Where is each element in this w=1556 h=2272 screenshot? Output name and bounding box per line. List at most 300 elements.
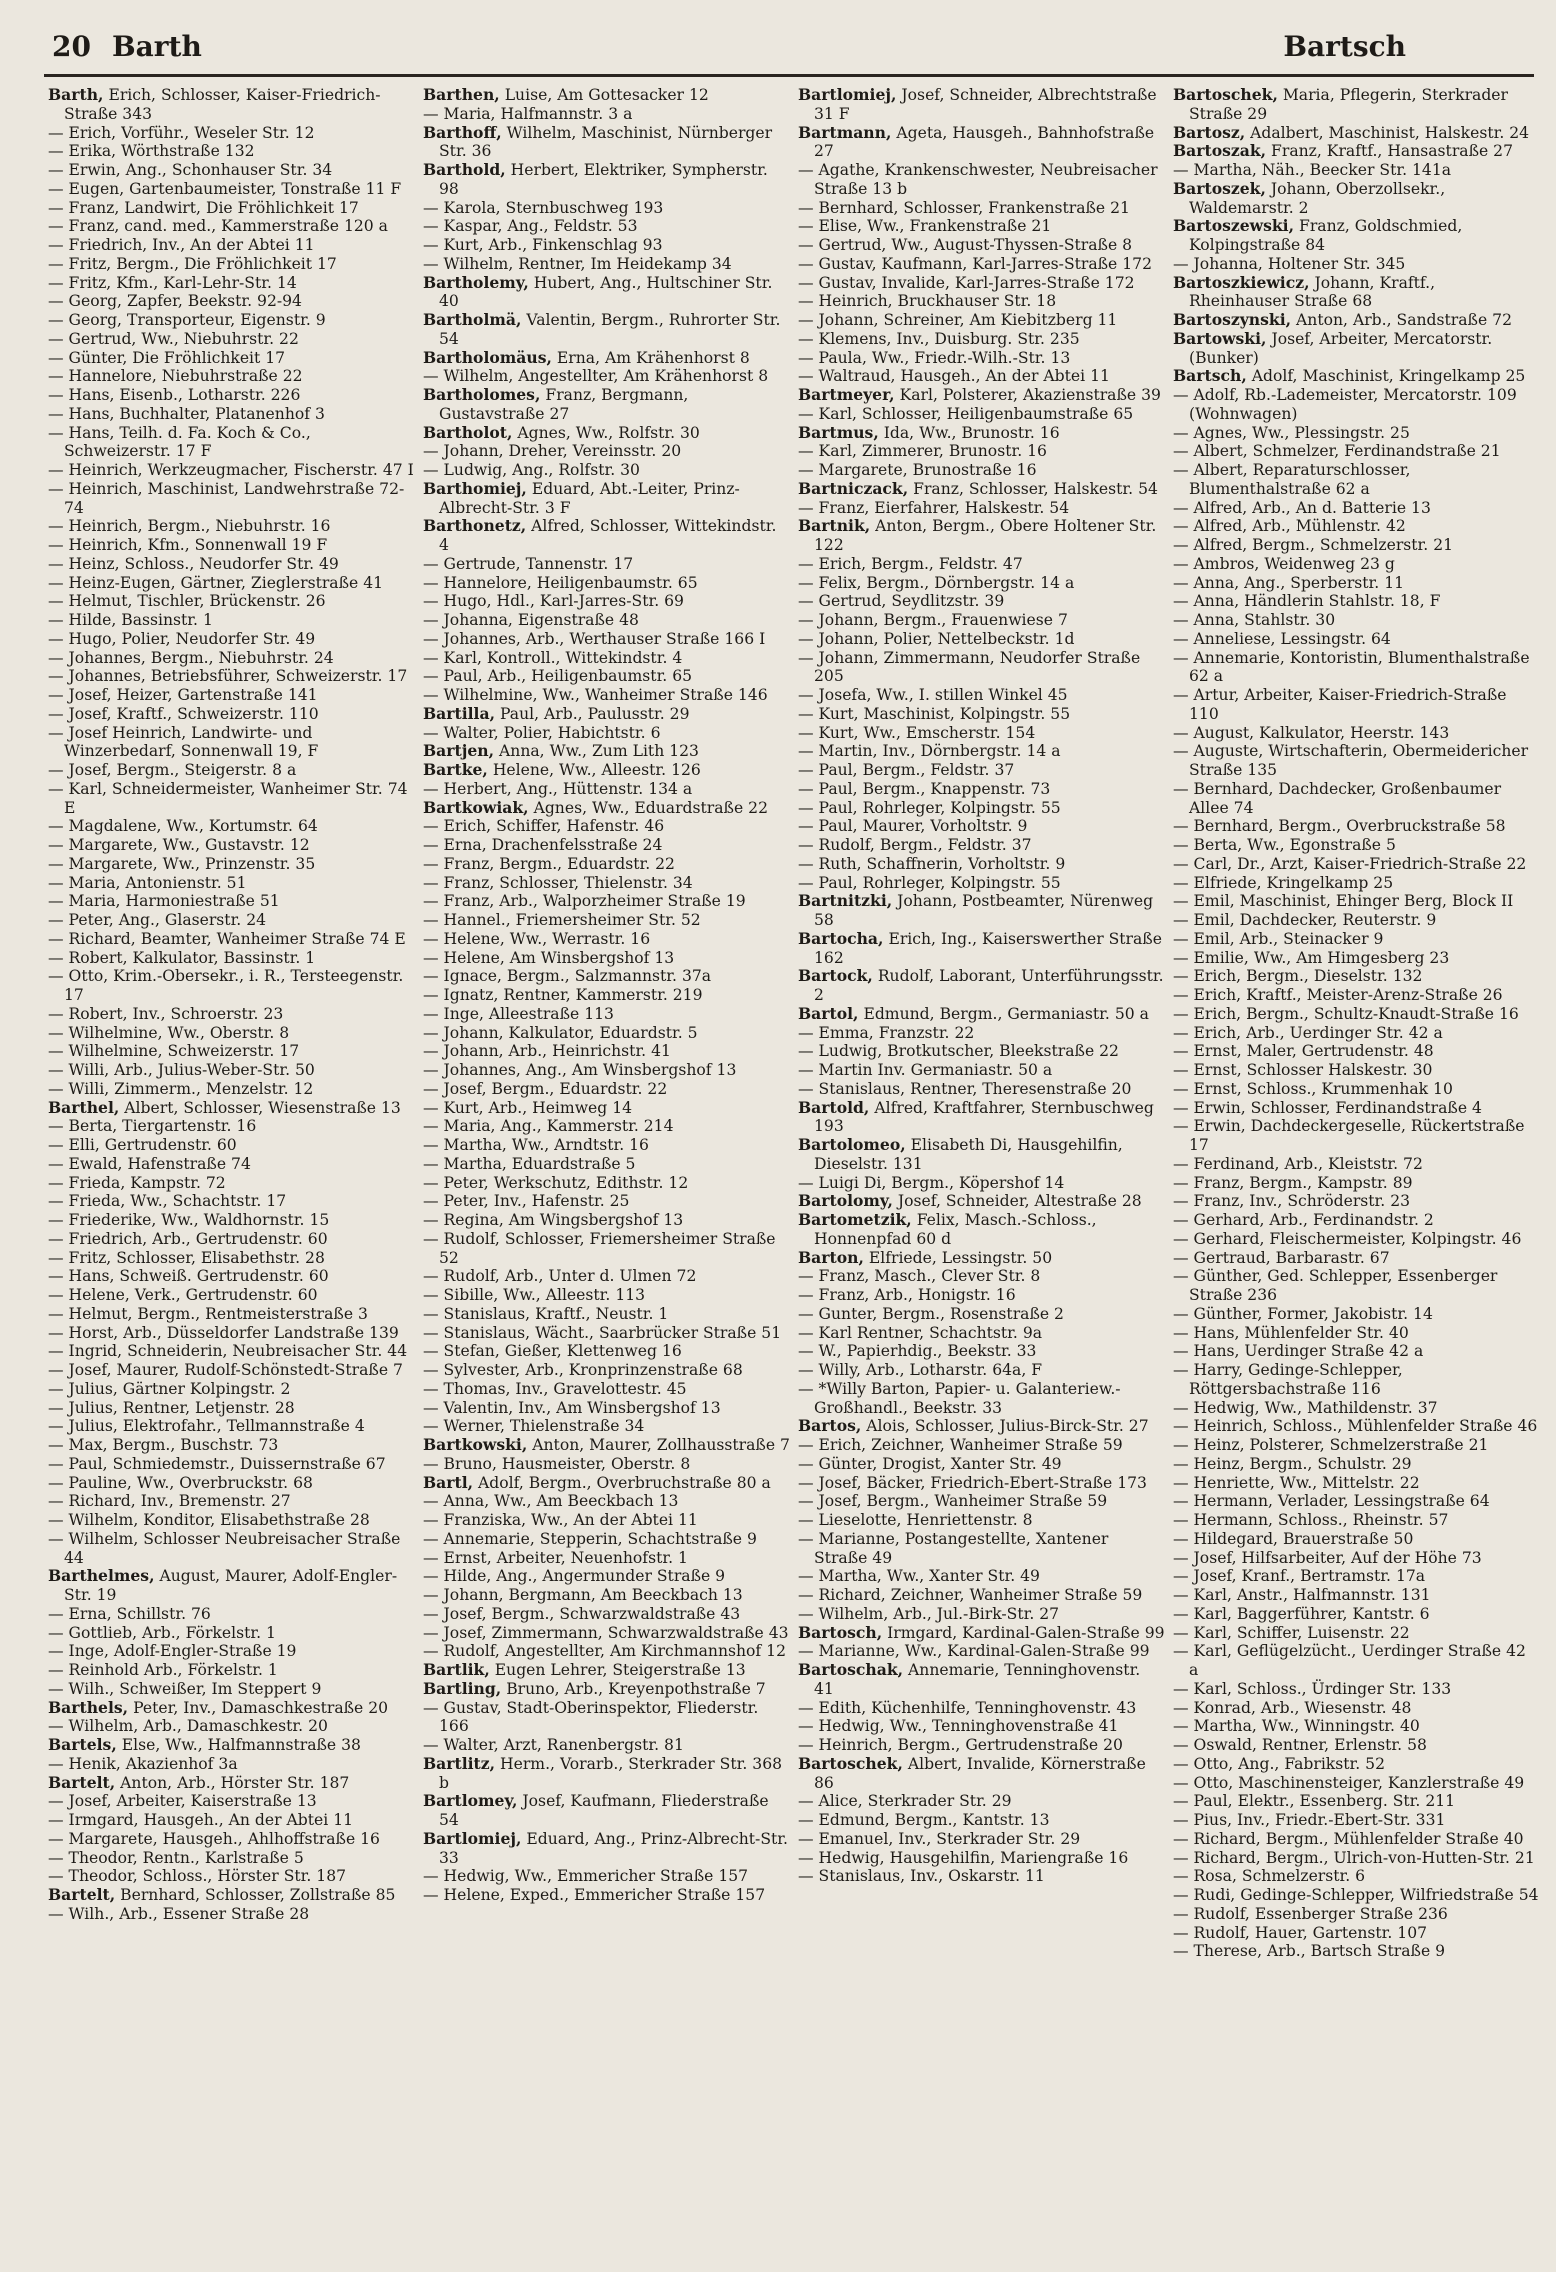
directory-entry — [798, 442, 1165, 461]
directory-entry — [423, 1867, 790, 1886]
directory-entry — [1173, 1174, 1540, 1193]
directory-entry — [423, 817, 790, 836]
directory-entry — [48, 1699, 415, 1718]
directory-entry — [1173, 742, 1540, 780]
directory-entry — [423, 574, 790, 593]
entry-surname: Barthel, — [48, 1097, 120, 1117]
entry-text: — Ernst, Maler, Gertrudenstr. 48 — [1173, 1042, 1434, 1061]
entry-text: — Anneliese, Lessingstr. 64 — [1173, 629, 1391, 648]
directory-entry — [48, 1755, 415, 1774]
entry-text: — Agathe, Krankenschwester, Neubreisacher Straße 13 b — [798, 161, 1158, 198]
entry-surname: Bartholomes, — [423, 385, 541, 404]
entry-text: Anton, Arb., Hörster Str. 187 — [120, 1773, 350, 1792]
entry-surname: Bartoszewski, — [1173, 216, 1295, 236]
directory-entry — [423, 1492, 790, 1511]
entry-text: — Emilie, Ww., Am Himgesberg 23 — [1173, 948, 1450, 967]
entry-text: — Paula, Ww., Friedr.-Wilh.-Str. 13 — [798, 348, 1071, 367]
entry-text: — Wilhelm, Schlosser Neubreisacher Straße 44 — [48, 1529, 401, 1567]
entry-text: — Gottlieb, Arb., Förkelstr. 1 — [48, 1623, 276, 1642]
entry-text: — Erika, Wörthstraße 132 — [48, 142, 255, 161]
directory-entry — [798, 1830, 1165, 1849]
entry-text: Adalbert, Maschinist, Halskestr. 24 — [1250, 123, 1530, 142]
directory-entry — [423, 199, 790, 218]
directory-entry — [798, 1342, 1165, 1361]
directory-columns — [44, 86, 1544, 2266]
entry-surname: Bartol, — [798, 1003, 859, 1023]
entry-text: — Pius, Inv., Friedr.-Ebert-Str. 331 — [1173, 1811, 1446, 1829]
directory-entry — [48, 386, 415, 405]
entry-text: — Ernst, Schlosser Halskestr. 30 — [1173, 1061, 1433, 1079]
directory-entry — [48, 930, 415, 949]
directory-entry — [1173, 855, 1540, 874]
directory-entry — [1173, 1755, 1540, 1774]
directory-entry — [1173, 611, 1540, 630]
entry-text: Peter, Inv., Damaschkestraße 20 — [133, 1698, 389, 1717]
directory-entry — [1173, 499, 1540, 518]
entry-text: — Margarete, Hausgeh., Ahlhoffstraße 16 — [48, 1829, 380, 1848]
entry-text: — Wilhelmine, Schweizerstr. 17 — [48, 1042, 300, 1061]
entry-text: — Peter, Ang., Glaserstr. 24 — [48, 911, 267, 929]
entry-text: — Josef, Bäcker, Friedrich-Ebert-Straße 173 — [798, 1473, 1147, 1492]
entry-text: Josef, Schneider, Albrechtstraße 31 F — [814, 86, 1157, 123]
entry-text: — *Willy Barton, Papier- u. Galanteriew.-Großhandl., Beekstr. 33 — [798, 1379, 1121, 1417]
entry-text: — Albert, Reparaturschlosser, Blumenthalstraße 62 a — [1173, 461, 1411, 498]
entry-text: — Max, Bergm., Buschstr. 73 — [48, 1436, 279, 1454]
entry-text: — Georg, Transporteur, Eigenstr. 9 — [48, 311, 326, 329]
directory-entry — [423, 1680, 790, 1699]
entry-surname: Bartling, — [423, 1678, 502, 1698]
entry-text: — Marianne, Ww., Kardinal-Galen-Straße 99 — [798, 1642, 1150, 1661]
directory-entry — [1173, 1774, 1540, 1793]
entry-text: — Elli, Gertrudenstr. 60 — [48, 1136, 237, 1154]
directory-entry — [798, 574, 1165, 593]
entry-text: Alois, Schlosser, Julius-Birck-Str. 27 — [866, 1417, 1149, 1436]
directory-entry — [423, 1117, 790, 1136]
directory-entry — [423, 986, 790, 1005]
directory-entry — [1173, 1342, 1540, 1361]
entry-text: — Annemarie, Stepperin, Schachtstraße 9 — [423, 1529, 757, 1548]
entry-text: Johann, Oberzollsekr., Waldemarstr. 2 — [1189, 179, 1446, 217]
directory-entry — [48, 724, 415, 762]
entry-text: — Stefan, Gießer, Klettenweg 16 — [423, 1342, 682, 1361]
entry-text: — Friederike, Ww., Waldhornstr. 15 — [48, 1211, 330, 1229]
entry-text: — Josef Heinrich, Landwirte- und Winzerbedarf, Sonnenwall 19, F — [48, 723, 319, 761]
directory-entry — [423, 105, 790, 124]
directory-entry — [423, 349, 790, 368]
directory-entry — [798, 1286, 1165, 1305]
entry-text: — Pauline, Ww., Overbruckstr. 68 — [48, 1473, 313, 1492]
directory-entry — [798, 1267, 1165, 1286]
directory-entry — [423, 1174, 790, 1193]
directory-entry — [48, 1080, 415, 1099]
entry-text: — Helmut, Bergm., Rentmeisterstraße 3 — [48, 1304, 368, 1323]
directory-entry — [1173, 1249, 1540, 1268]
directory-entry — [48, 1024, 415, 1043]
directory-entry — [48, 611, 415, 630]
entry-text: — Oswald, Rentner, Erlenstr. 58 — [1173, 1736, 1427, 1754]
entry-surname: Bartmann, — [798, 122, 892, 142]
entry-text: — Waltraud, Hausgeh., An der Abtei 11 — [798, 367, 1110, 386]
directory-entry — [423, 517, 790, 555]
entry-text: — Artur, Arbeiter, Kaiser-Friedrich-Straße 110 — [1173, 686, 1507, 723]
entry-surname: Bartholmä, — [423, 310, 522, 329]
entry-text: — Berta, Tiergartenstr. 16 — [48, 1117, 257, 1136]
directory-entry — [1173, 1605, 1540, 1624]
directory-entry — [48, 1642, 415, 1661]
directory-entry — [48, 649, 415, 668]
directory-entry — [48, 199, 415, 218]
entry-text: Agnes, Ww., Eduardstraße 22 — [533, 798, 768, 817]
directory-entry — [1173, 1230, 1540, 1249]
entry-text: Edmund, Bergm., Germaniastr. 50 a — [863, 1004, 1149, 1023]
entry-text: — W., Papierhdig., Beekstr. 33 — [798, 1342, 1037, 1361]
entry-text: — Josef, Kraftf., Schweizerstr. 110 — [48, 704, 319, 723]
entry-text: — Elise, Ww., Frankenstraße 21 — [798, 217, 1052, 236]
entry-text: — Josef, Bergm., Schwarzwaldstraße 43 — [423, 1604, 741, 1623]
directory-entry — [1173, 161, 1540, 180]
directory-entry — [1173, 1867, 1540, 1886]
directory-entry — [798, 517, 1165, 555]
entry-surname: Barthels, — [48, 1697, 129, 1717]
entry-text: — Willi, Arb., Julius-Weber-Str. 50 — [48, 1061, 315, 1079]
entry-surname: Bartniczack, — [798, 478, 909, 498]
directory-entry — [1173, 86, 1540, 124]
directory-entry — [798, 1699, 1165, 1718]
directory-entry — [798, 892, 1165, 930]
directory-entry — [48, 124, 415, 143]
directory-entry — [48, 461, 415, 480]
directory-entry — [798, 1867, 1165, 1886]
entry-text: — Emil, Dachdecker, Reuterstr. 9 — [1173, 911, 1437, 929]
directory-entry — [48, 1286, 415, 1305]
directory-entry — [423, 724, 790, 743]
entry-surname: Bartkowski, — [423, 1435, 528, 1454]
entry-text: — Josef, Zimmermann, Schwarzwaldstraße 43 — [423, 1623, 789, 1642]
directory-entry — [423, 1417, 790, 1436]
directory-entry — [1173, 1717, 1540, 1736]
directory-entry — [423, 1099, 790, 1118]
directory-entry — [798, 761, 1165, 780]
entry-text: Hubert, Ang., Hultschiner Str. 40 — [439, 273, 773, 311]
directory-entry — [1173, 1155, 1540, 1174]
entry-text: — Karl, Kontroll., Wittekindstr. 4 — [423, 648, 683, 667]
entry-text: — Johann, Dreher, Vereinsstr. 20 — [423, 442, 682, 461]
directory-entry — [48, 1417, 415, 1436]
entry-text: — Helmut, Tischler, Brückenstr. 26 — [48, 592, 326, 611]
entry-text: — Kaspar, Ang., Feldstr. 53 — [423, 217, 638, 236]
entry-text: — Maria, Harmoniestraße 51 — [48, 892, 280, 911]
directory-entry — [423, 1530, 790, 1549]
entry-text: Anton, Bergm., Obere Holtener Str. 122 — [814, 517, 1157, 554]
directory-entry — [1173, 1192, 1540, 1211]
directory-entry — [798, 1436, 1165, 1455]
entry-text: — Henik, Akazienhof 3a — [48, 1754, 238, 1773]
entry-text: — Heinrich, Bruckhauser Str. 18 — [798, 292, 1057, 311]
entry-text: — Ambros, Weidenweg 23 g — [1173, 554, 1395, 573]
directory-entry — [1173, 424, 1540, 443]
directory-entry — [48, 1155, 415, 1174]
entry-text: — Elfriede, Kringelkamp 25 — [1173, 873, 1394, 892]
entry-text: Maria, Pflegerin, Sterkrader Straße 29 — [1189, 86, 1508, 123]
entry-text: — Rudolf, Hauer, Gartenstr. 107 — [1173, 1923, 1428, 1942]
directory-entry — [1173, 1924, 1540, 1943]
entry-text: — Robert, Inv., Schroerstr. 23 — [48, 1004, 284, 1023]
entry-surname: Barthold, — [423, 160, 506, 179]
directory-entry — [423, 124, 790, 162]
entry-text: — Gertrud, Seydlitzstr. 39 — [798, 592, 1005, 611]
directory-entry — [1173, 1567, 1540, 1586]
directory-entry — [48, 1436, 415, 1455]
directory-entry — [423, 255, 790, 274]
entry-text: — Erich, Schiffer, Hafenstr. 46 — [423, 817, 665, 836]
entry-text: — Paul, Schmiedemstr., Duissernstraße 67 — [48, 1454, 386, 1473]
entry-text: — Franziska, Ww., An der Abtei 11 — [423, 1511, 698, 1529]
entry-text: — Paul, Bergm., Feldstr. 37 — [798, 761, 1015, 779]
directory-entry — [798, 592, 1165, 611]
directory-entry — [798, 967, 1165, 1005]
entry-text: — Johannes, Ang., Am Winsbergshof 13 — [423, 1061, 737, 1079]
directory-entry — [423, 442, 790, 461]
directory-entry — [798, 1061, 1165, 1080]
entry-text: Annemarie, Tenninghovenstr. 41 — [814, 1661, 1141, 1698]
entry-text: — Eugen, Gartenbaumeister, Tonstraße 11 F — [48, 179, 402, 198]
directory-entry — [423, 836, 790, 855]
entry-text: — Erna, Drachenfelsstraße 24 — [423, 836, 663, 854]
directory-entry — [1173, 1455, 1540, 1474]
entry-text: — Peter, Inv., Hafenstr. 25 — [423, 1192, 630, 1211]
directory-entry — [423, 161, 790, 199]
entry-text: Franz, Kraftf., Hansastraße 27 — [1271, 142, 1514, 161]
entry-text: Josef, Kaufmann, Fliederstraße 54 — [439, 1792, 769, 1829]
entry-text: — Otto, Krim.-Obersekr., i. R., Tersteegenstr. 17 — [48, 967, 404, 1004]
entry-text: — Inge, Adolf-Engler-Straße 19 — [48, 1642, 297, 1661]
entry-text: Agnes, Ww., Rolfstr. 30 — [517, 423, 700, 442]
directory-entry — [423, 855, 790, 874]
entry-text: — Hermann, Verlader, Lessingstraße 64 — [1173, 1492, 1490, 1511]
directory-entry — [798, 1511, 1165, 1530]
entry-text: — Karl, Baggerführer, Kantstr. 6 — [1173, 1604, 1430, 1623]
entry-text: — Johann, Kalkulator, Eduardstr. 5 — [423, 1023, 698, 1042]
entry-text: — Heinrich, Schloss., Mühlenfelder Straße 46 — [1173, 1417, 1538, 1436]
directory-entry — [423, 461, 790, 480]
entry-text: — Ingrid, Schneiderin, Neubreisacher Str. 44 — [48, 1342, 408, 1361]
entry-text: — Hugo, Hdl., Karl-Jarres-Str. 69 — [423, 592, 684, 611]
entry-text: — Sylvester, Arb., Kronprinzenstraße 68 — [423, 1361, 743, 1379]
entry-surname: Bartosz, — [1173, 122, 1246, 142]
entry-text: — Johann, Polier, Nettelbeckstr. 1d — [798, 629, 1075, 648]
entry-text: — Georg, Zapfer, Beekstr. 92-94 — [48, 292, 302, 311]
directory-entry — [798, 1755, 1165, 1793]
directory-entry — [798, 855, 1165, 874]
entry-text: — Werner, Thielenstraße 34 — [423, 1417, 645, 1436]
entry-surname: Bartjen, — [423, 741, 495, 761]
directory-entry — [1173, 1736, 1540, 1755]
directory-entry — [1173, 1511, 1540, 1530]
directory-entry — [1173, 536, 1540, 555]
entry-surname: Bartock, — [798, 966, 873, 986]
directory-entry — [423, 1886, 790, 1905]
directory-entry — [48, 142, 415, 161]
directory-entry — [1173, 649, 1540, 687]
entry-text: — Johanna, Eigenstraße 48 — [423, 611, 639, 629]
directory-entry — [798, 1455, 1165, 1474]
entry-text: — Annemarie, Kontoristin, Blumenthalstraße 62 a — [1173, 648, 1530, 686]
entry-text: — Friedrich, Arb., Gertrudenstr. 60 — [48, 1229, 328, 1248]
directory-column-2 — [419, 86, 794, 2266]
directory-entry — [48, 1099, 415, 1118]
entry-text: — Reinhold Arb., Förkelstr. 1 — [48, 1661, 278, 1679]
directory-entry — [1173, 911, 1540, 930]
directory-entry — [798, 461, 1165, 480]
entry-text: — Carl, Dr., Arzt, Kaiser-Friedrich-Straße 22 — [1173, 854, 1527, 873]
entry-text: — Hildegard, Brauerstraße 50 — [1173, 1529, 1414, 1548]
entry-text: — Hans, Eisenb., Lotharstr. 226 — [48, 386, 301, 404]
entry-text: — Heinrich, Werkzeugmacher, Fischerstr. 47 I — [48, 461, 414, 479]
entry-text: — Bernhard, Bergm., Overbruckstraße 58 — [1173, 817, 1506, 836]
entry-text: — Paul, Rohrleger, Kolpingstr. 55 — [798, 873, 1061, 892]
entry-text: — Maria, Halfmannstr. 3 a — [423, 104, 633, 123]
directory-entry — [423, 367, 790, 386]
entry-text: — Erwin, Dachdeckergeselle, Rückertstraße 17 — [1173, 1117, 1525, 1154]
entry-text: — Emanuel, Inv., Sterkrader Str. 29 — [798, 1829, 1081, 1848]
directory-entry — [48, 1530, 415, 1568]
directory-entry — [1173, 330, 1540, 368]
directory-entry — [423, 1736, 790, 1755]
entry-text: — Horst, Arb., Düsseldorfer Landstraße 139 — [48, 1323, 399, 1342]
directory-entry — [798, 405, 1165, 424]
directory-entry — [1173, 311, 1540, 330]
entry-text: — Martha, Ww., Arndtstr. 16 — [423, 1136, 649, 1154]
directory-entry — [423, 311, 790, 349]
directory-entry — [423, 780, 790, 799]
directory-entry — [423, 1455, 790, 1474]
directory-entry — [423, 1661, 790, 1680]
entry-text: — Erich, Zeichner, Wanheimer Straße 59 — [798, 1436, 1123, 1454]
entry-text: Ida, Ww., Brunostr. 16 — [883, 423, 1060, 442]
entry-text: — Walter, Polier, Habichtstr. 6 — [423, 723, 661, 742]
directory-entry — [798, 1811, 1165, 1830]
directory-entry — [798, 1849, 1165, 1868]
entry-text: — Hedwig, Ww., Mathildenstr. 37 — [1173, 1398, 1438, 1417]
entry-text: — Karl, Schloss., Ürdinger Str. 133 — [1173, 1679, 1452, 1698]
directory-entry — [423, 274, 790, 312]
entry-text: Erna, Am Krähenhorst 8 — [556, 348, 750, 367]
entry-text: — Heinrich, Kfm., Sonnenwall 19 F — [48, 536, 328, 554]
directory-entry — [48, 1399, 415, 1418]
entry-text: — Willi, Zimmerm., Menzelstr. 12 — [48, 1079, 314, 1098]
entry-text: — Erich, Bergm., Schultz-Knaudt-Straße 16 — [1173, 1004, 1519, 1023]
directory-entry — [423, 1192, 790, 1211]
directory-entry — [798, 1024, 1165, 1043]
directory-entry — [1173, 1080, 1540, 1099]
entry-text: Johann, Postbeamter, Nürenweg 58 — [814, 892, 1154, 929]
entry-text: Bernhard, Schlosser, Zollstraße 85 — [120, 1886, 396, 1904]
entry-text: — Heinz-Eugen, Gärtner, Zieglerstraße 41 — [48, 573, 384, 592]
entry-text: — Rosa, Schmelzerstr. 6 — [1173, 1867, 1366, 1886]
entry-text: — Gertrud, Ww., August-Thyssen-Straße 8 — [798, 236, 1133, 254]
entry-text: — Stanislaus, Inv., Oskarstr. 11 — [798, 1867, 1045, 1886]
entry-text: — Johannes, Arb., Werthauser Straße 166 I — [423, 629, 766, 648]
directory-entry — [798, 1661, 1165, 1699]
directory-entry — [48, 630, 415, 649]
directory-entry — [423, 424, 790, 443]
entry-surname: Bartmeyer, — [798, 385, 895, 404]
entry-text: — Hilde, Bassinstr. 1 — [48, 611, 213, 629]
directory-entry — [423, 761, 790, 780]
directory-entry — [798, 1530, 1165, 1568]
entry-surname: Bartnik, — [798, 516, 871, 536]
directory-entry — [48, 1474, 415, 1493]
entry-text: — Fritz, Bergm., Die Fröhlichkeit 17 — [48, 254, 337, 273]
directory-entry — [798, 1736, 1165, 1755]
entry-surname: Bartmus, — [798, 422, 879, 442]
directory-entry — [798, 1080, 1165, 1099]
directory-entry — [798, 1305, 1165, 1324]
entry-text: — Alfred, Arb., Mühlenstr. 42 — [1173, 517, 1406, 536]
entry-surname: Barthomiej, — [423, 478, 527, 498]
entry-text: — Wilhelm, Konditor, Elisabethstraße 28 — [48, 1511, 370, 1529]
directory-entry — [423, 1586, 790, 1605]
directory-entry — [48, 1380, 415, 1399]
entry-text: — Rudolf, Schlosser, Friemersheimer Straße 52 — [423, 1229, 776, 1267]
entry-text: — Anna, Ang., Sperberstr. 11 — [1173, 573, 1405, 592]
directory-entry — [48, 592, 415, 611]
entry-surname: Bartholomäus, — [423, 347, 552, 367]
directory-entry — [48, 911, 415, 930]
entry-surname: Bartoszkiewicz, — [1173, 272, 1310, 292]
entry-text: — Otto, Ang., Fabrikstr. 52 — [1173, 1754, 1386, 1773]
directory-entry — [48, 424, 415, 462]
entry-surname: Bartolomeo, — [798, 1135, 906, 1154]
directory-entry — [423, 1830, 790, 1868]
entry-surname: Bartlitz, — [423, 1753, 496, 1773]
directory-entry — [48, 180, 415, 199]
entry-text: — Ernst, Schloss., Krummenhak 10 — [1173, 1079, 1453, 1098]
entry-text: — Emil, Arb., Steinacker 9 — [1173, 929, 1384, 948]
entry-surname: Bartoszak, — [1173, 141, 1267, 161]
directory-entry — [48, 686, 415, 705]
directory-entry — [423, 1305, 790, 1324]
directory-entry — [1173, 1211, 1540, 1230]
entry-surname: Bartelt, — [48, 1885, 116, 1904]
entry-text: — Marianne, Postangestellte, Xantener Straße 49 — [798, 1529, 1109, 1567]
entry-text: Josef, Arbeiter, Mercatorstr. (Bunker) — [1189, 329, 1493, 367]
entry-surname: Bartels, — [48, 1735, 117, 1754]
entry-text: — Karl, Anstr., Halfmannstr. 131 — [1173, 1586, 1431, 1604]
entry-text: — Heinz, Bergm., Schulstr. 29 — [1173, 1454, 1412, 1473]
entry-text: — Johann, Zimmermann, Neudorfer Straße 205 — [798, 648, 1141, 686]
entry-text: — Edmund, Bergm., Kantstr. 13 — [798, 1811, 1050, 1829]
directory-entry — [1173, 1005, 1540, 1024]
directory-entry — [48, 536, 415, 555]
entry-text: — Johann, Bergmann, Am Beeckbach 13 — [423, 1586, 743, 1604]
directory-entry — [48, 1136, 415, 1155]
entry-text: — Franz, Masch., Clever Str. 8 — [798, 1267, 1041, 1286]
directory-entry — [798, 330, 1165, 349]
entry-text: — Heinrich, Bergm., Gertrudenstraße 20 — [798, 1736, 1123, 1754]
entry-text: — Erwin, Schlosser, Ferdinandstraße 4 — [1173, 1098, 1482, 1117]
directory-entry — [423, 967, 790, 986]
entry-text: — Karl, Zimmerer, Brunostr. 16 — [798, 442, 1047, 461]
entry-text: — Wilh., Arb., Essener Straße 28 — [48, 1904, 310, 1923]
entry-text: — Stanislaus, Rentner, Theresenstraße 20 — [798, 1079, 1132, 1098]
entry-text: — Heinrich, Maschinist, Landwehrstraße 72-74 — [48, 479, 405, 517]
directory-entry — [798, 1474, 1165, 1493]
directory-entry — [48, 1042, 415, 1061]
directory-entry — [423, 1399, 790, 1418]
directory-entry — [1173, 386, 1540, 424]
directory-entry — [423, 1080, 790, 1099]
